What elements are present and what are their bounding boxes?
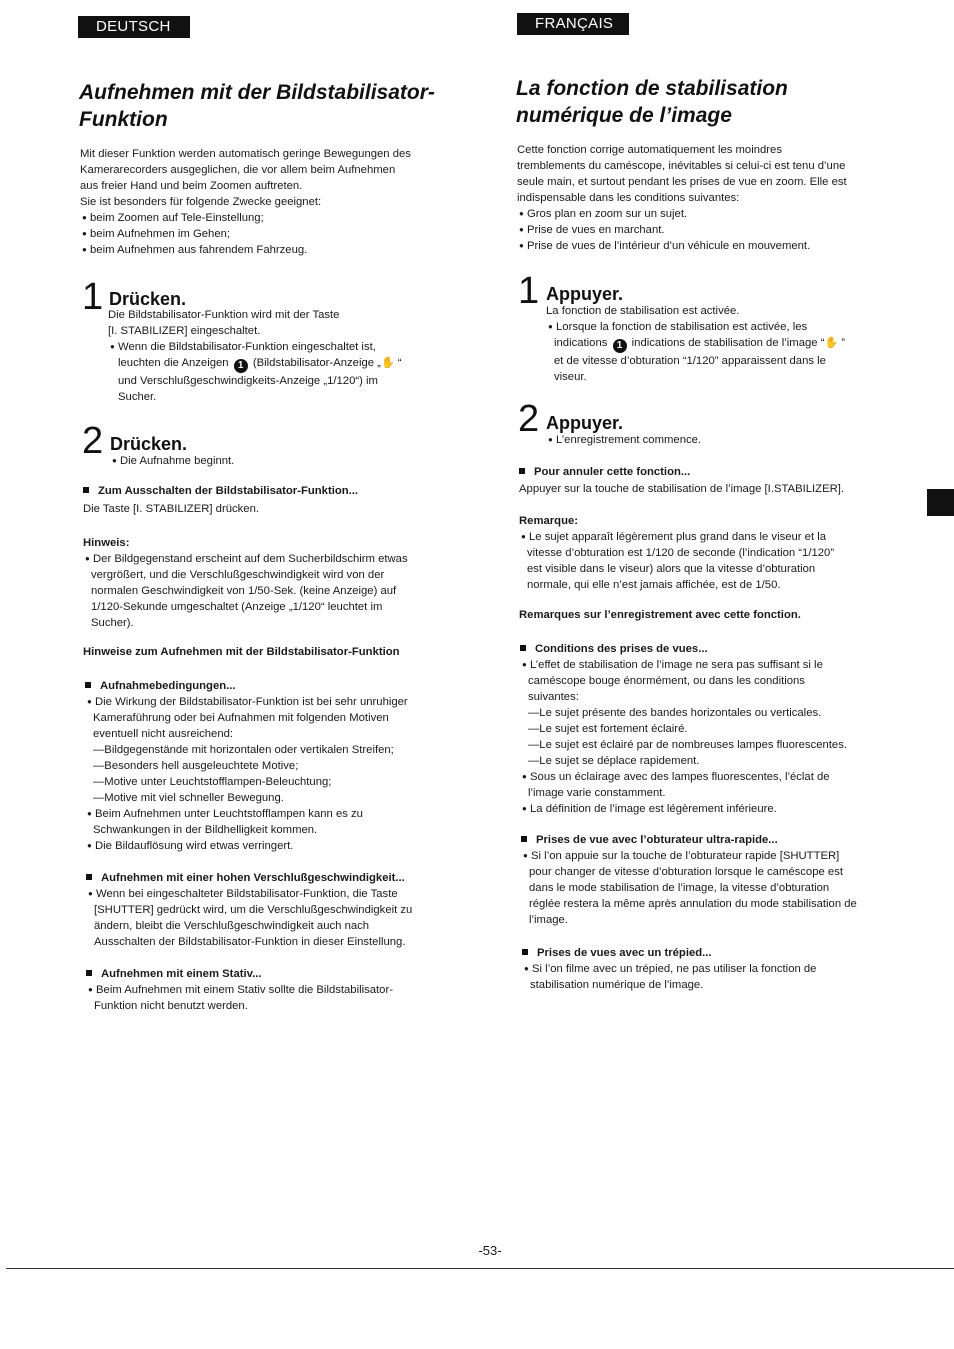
- intro-bullet: ● beim Aufnehmen im Gehen;: [80, 226, 460, 242]
- french-title: [516, 75, 916, 129]
- conditions-line: ● L’effet de stabilisation de l’image ne sera pas suffisant si le: [520, 657, 895, 673]
- conditions-dash: —Motive unter Leuchtstofflampen-Beleuchtung;: [93, 776, 332, 788]
- conditions-line: ● Sous un éclairage avec des lampes fluorescentes, l’éclat de: [520, 769, 895, 785]
- bullet-line: ● Lorsque la fonction de stabilisation est activée, les: [546, 319, 891, 335]
- intro-line: tremblements du caméscope, inévitables si celui-ci est tenu d’une: [517, 160, 846, 172]
- step-2-body: [110, 453, 470, 469]
- hinweis-line: Sucher).: [91, 617, 134, 629]
- intro-bullet: ● beim Zoomen auf Tele-Einstellung;: [80, 210, 460, 226]
- bullet-text: leuchten die Anzeigen: [118, 357, 229, 369]
- french-conditions: [520, 641, 895, 817]
- page-number: -53-: [478, 1243, 502, 1258]
- step-2-title: Drücken.: [110, 434, 188, 454]
- hinweis-line: vergrößert, und die Verschlußgeschwindigkeit wird von der: [91, 569, 385, 581]
- language-tag-deutsch: DEUTSCH: [78, 16, 190, 38]
- step-1-number: 1: [518, 270, 540, 312]
- stabilizer-hand-icon: ✋: [824, 337, 839, 349]
- tripod-bullet: [522, 961, 897, 993]
- tripod-line: stabilisation numérique de l’image.: [530, 979, 704, 991]
- step-2-bullet: ● L’enregistrement commence.: [546, 432, 891, 448]
- step-2-bullet: ● Die Aufnahme beginnt.: [110, 453, 470, 469]
- off-text: Appuyer sur la touche de stabilisation de l’image [I.STABILIZER].: [519, 483, 845, 495]
- conditions-bullet-2: [520, 769, 895, 801]
- remarque-line: normale, qui elle n’est jamais affichée, est de 1/50.: [527, 579, 781, 591]
- conditions-dash: —Le sujet est fortement éclairé.: [528, 723, 688, 735]
- conditions-line: ● Die Wirkung der Bildstabilisator-Funktion ist bei sehr unruhiger: [85, 694, 465, 710]
- tripod-heading: Prises de vues avec un trépied...: [522, 945, 897, 961]
- intro-bullet: ● Prise de vues de l’intérieur d’un véhicule en mouvement.: [517, 238, 897, 254]
- hinweis-heading: Hinweis:: [83, 537, 130, 549]
- french-tripod: [522, 945, 897, 993]
- intro-line: Sie ist besonders für folgende Zwecke geeignet:: [80, 196, 322, 208]
- conditions-dash: —Le sujet est éclairé par de nombreuses lampes fluorescentes.: [528, 739, 847, 751]
- conditions-dash: —Motive mit viel schneller Bewegung.: [93, 792, 284, 804]
- side-edge-marker: [927, 489, 954, 516]
- bullet-line: und Verschlußgeschwindigkeits-Anzeige „1/120“) im: [118, 375, 378, 387]
- step-1-line: [I. STABILIZER] eingeschaltet.: [108, 325, 261, 337]
- shutter-line: l’image.: [529, 914, 568, 926]
- conditions-bullet-3: ● Die Bildauflösung wird etwas verringert.: [85, 838, 465, 854]
- stabilizer-hand-icon: ✋: [380, 357, 395, 369]
- shutter-line: [SHUTTER] gedrückt wird, um die Verschlußgeschwindigkeit zu: [94, 904, 413, 916]
- german-hinweis: [83, 535, 453, 631]
- conditions-dash: —Besonders hell ausgeleuchtete Motive;: [93, 760, 299, 772]
- off-text: Die Taste [I. STABILIZER] drücken.: [83, 503, 260, 515]
- remarque-line: ● Le sujet apparaît légèrement plus grand dans le viseur et la: [519, 529, 889, 545]
- german-title-line-1: Aufnehmen mit der Bildstabilisator-: [79, 81, 435, 104]
- tripod-heading: Aufnehmen mit einem Stativ...: [86, 966, 466, 982]
- conditions-line: suivantes:: [528, 691, 579, 703]
- bullet-text: ”: [841, 337, 846, 349]
- french-remarque: [519, 513, 889, 593]
- bullet-line: et de vitesse d’obturation “1/120” apparaissent dans le: [554, 355, 826, 367]
- step-1-bullet: [108, 339, 468, 405]
- conditions-heading: Conditions des prises de vues...: [520, 641, 895, 657]
- german-title-line-2: Funktion: [79, 108, 168, 131]
- german-intro: [80, 146, 460, 258]
- french-title-line-1: La fonction de stabilisation: [516, 77, 788, 100]
- shutter-line: ● Wenn bei eingeschalteter Bildstabilisator-Funktion, die Taste: [86, 886, 466, 902]
- hinweis-line: ● Der Bildgegenstand erscheint auf dem Sucherbildschirm etwas: [83, 551, 453, 567]
- language-tag-francais: FRANÇAIS: [517, 13, 629, 35]
- intro-line: Mit dieser Funktion werden automatisch geringe Bewegungen des: [80, 148, 411, 160]
- german-conditions: [85, 678, 465, 854]
- step-1-body: [108, 307, 468, 405]
- german-off-section: [83, 483, 463, 517]
- remarque-bullet: [519, 529, 889, 593]
- bullet-line: viseur.: [554, 371, 587, 383]
- indicator-number-1-icon: 1: [613, 339, 627, 353]
- german-tripod: [86, 966, 466, 1014]
- step-1-line: La fonction de stabilisation est activée.: [546, 305, 740, 317]
- bullet-text: indications: [554, 337, 608, 349]
- intro-line: aus freier Hand und beim Zoomen auftreten.: [80, 180, 303, 192]
- conditions-line: caméscope bouge énormément, ou dans les conditions: [528, 675, 805, 687]
- remarque-heading: Remarque:: [519, 515, 579, 527]
- shutter-heading: Aufnehmen mit einer hohen Verschlußgeschwindigkeit...: [86, 870, 466, 886]
- indicator-number-1-icon: 1: [234, 359, 248, 373]
- french-title-line-2: numérique de l’image: [516, 104, 732, 127]
- tripod-bullet: [86, 982, 466, 1014]
- conditions-bullet-1: [85, 694, 465, 806]
- german-title: [79, 79, 479, 133]
- tripod-line: ● Si l’on filme avec un trépied, ne pas utiliser la fonction de: [522, 961, 897, 977]
- conditions-dash: —Bildgegenstände mit horizontalen oder vertikalen Streifen;: [93, 744, 394, 756]
- remarque-line: vitesse d’obturation est 1/120 de seconde (l’indication “1/120”: [527, 547, 835, 559]
- shutter-line: dans le mode stabilisation de l’image, la vitesse d’obturation: [529, 882, 830, 894]
- step-1-title: Appuyer.: [546, 284, 624, 304]
- bullet-line: Sucher.: [118, 391, 157, 403]
- french-intro: [517, 142, 897, 254]
- conditions-line: Schwankungen in der Bildhelligkeit kommen.: [93, 824, 318, 836]
- bullet-line: [118, 355, 468, 373]
- step-1-body: [546, 303, 891, 385]
- intro-bullet: ● beim Aufnehmen aus fahrendem Fahrzeug.: [80, 242, 460, 258]
- step-1-line: Die Bildstabilisator-Funktion wird mit der Taste: [108, 309, 340, 321]
- bullet-line: [554, 335, 891, 353]
- conditions-line: ● Beim Aufnehmen unter Leuchtstofflampen kann es zu: [85, 806, 465, 822]
- step-2-number: 2: [518, 398, 540, 440]
- shutter-line: ändern, bleibt die Verschlußgeschwindigkeit auch nach: [94, 920, 370, 932]
- off-heading: Pour annuler cette fonction...: [519, 464, 899, 480]
- conditions-dash: —Le sujet se déplace rapidement.: [528, 755, 700, 767]
- shutter-heading: Prises de vue avec l’obturateur ultra-rapide...: [521, 832, 896, 848]
- conditions-line: l’image varie constamment.: [528, 787, 666, 799]
- conditions-bullet-3: ● La définition de l’image est légèrement inférieure.: [520, 801, 895, 817]
- french-remarks-heading: [519, 607, 899, 623]
- conditions-bullet-1: [520, 657, 895, 769]
- french-shutter: [521, 832, 896, 928]
- hints-heading-text: Hinweise zum Aufnehmen mit der Bildstabilisator-Funktion: [83, 646, 400, 658]
- hinweis-line: 1/120-Sekunde umgeschaltet (Anzeige „1/120“ leuchtet im: [91, 601, 383, 613]
- intro-bullet: ● Gros plan en zoom sur un sujet.: [517, 206, 897, 222]
- shutter-line: réglée restera la même après annulation du mode stabilisation de: [529, 898, 857, 910]
- shutter-line: pour changer de vitesse d’obturation lorsque le caméscope est: [529, 866, 843, 878]
- conditions-line: Kameraführung oder bei Aufnahmen mit folgenden Motiven: [93, 712, 389, 724]
- conditions-bullet-2: [85, 806, 465, 838]
- bullet-text: indications de stabilisation de l’image “: [631, 337, 825, 349]
- intro-bullet: ● Prise de vues en marchant.: [517, 222, 897, 238]
- conditions-heading: Aufnahmebedingungen...: [85, 678, 465, 694]
- german-shutter: [86, 870, 466, 950]
- shutter-line: ● Si l’on appuie sur la touche de l’obturateur rapide [SHUTTER]: [521, 848, 896, 864]
- tripod-line: ● Beim Aufnehmen mit einem Stativ sollte die Bildstabilisator-: [86, 982, 466, 998]
- hinweis-line: normalen Geschwindigkeit von 1/50-Sek. (keine Anzeige) auf: [91, 585, 397, 597]
- step-2-body: [546, 432, 891, 448]
- remarks-heading-text: Remarques sur l’enregistrement avec cette fonction.: [519, 609, 801, 621]
- remarque-line: est visible dans le viseur) alors que la vitesse d’obturation: [527, 563, 816, 575]
- intro-line: Cette fonction corrige automatiquement les moindres: [517, 144, 782, 156]
- intro-line: indispensable dans les conditions suivantes:: [517, 192, 740, 204]
- shutter-line: Ausschalten der Bildstabilisator-Funktion in dieser Einstellung.: [94, 936, 406, 948]
- french-off-section: [519, 464, 899, 497]
- shutter-bullet: [86, 886, 466, 950]
- bullet-text: (Bildstabilisator-Anzeige „: [252, 357, 381, 369]
- step-1-bullet: [546, 319, 891, 385]
- conditions-dash: —Le sujet présente des bandes horizontales ou verticales.: [528, 707, 822, 719]
- step-2-title: Appuyer.: [546, 413, 624, 433]
- hinweis-bullet: [83, 551, 453, 631]
- footer-rule: [6, 1268, 954, 1269]
- intro-line: Kamerarecorders ausgeglichen, die vor allem beim Aufnehmen: [80, 164, 396, 176]
- step-1-title: Drücken.: [109, 289, 187, 309]
- step-2-number: 2: [82, 420, 104, 462]
- intro-line: seule main, et surtout pendant les prises de vue en zoom. Elle est: [517, 176, 847, 188]
- shutter-bullet: [521, 848, 896, 928]
- conditions-line: eventuell nicht ausreichend:: [93, 728, 234, 740]
- tripod-line: Funktion nicht benutzt werden.: [94, 1000, 248, 1012]
- german-hints-heading: [83, 644, 463, 660]
- bullet-text: “: [397, 357, 402, 369]
- step-1-number: 1: [82, 276, 104, 318]
- off-heading: Zum Ausschalten der Bildstabilisator-Funktion...: [83, 483, 463, 499]
- bullet-line: ● Wenn die Bildstabilisator-Funktion eingeschaltet ist,: [108, 339, 468, 355]
